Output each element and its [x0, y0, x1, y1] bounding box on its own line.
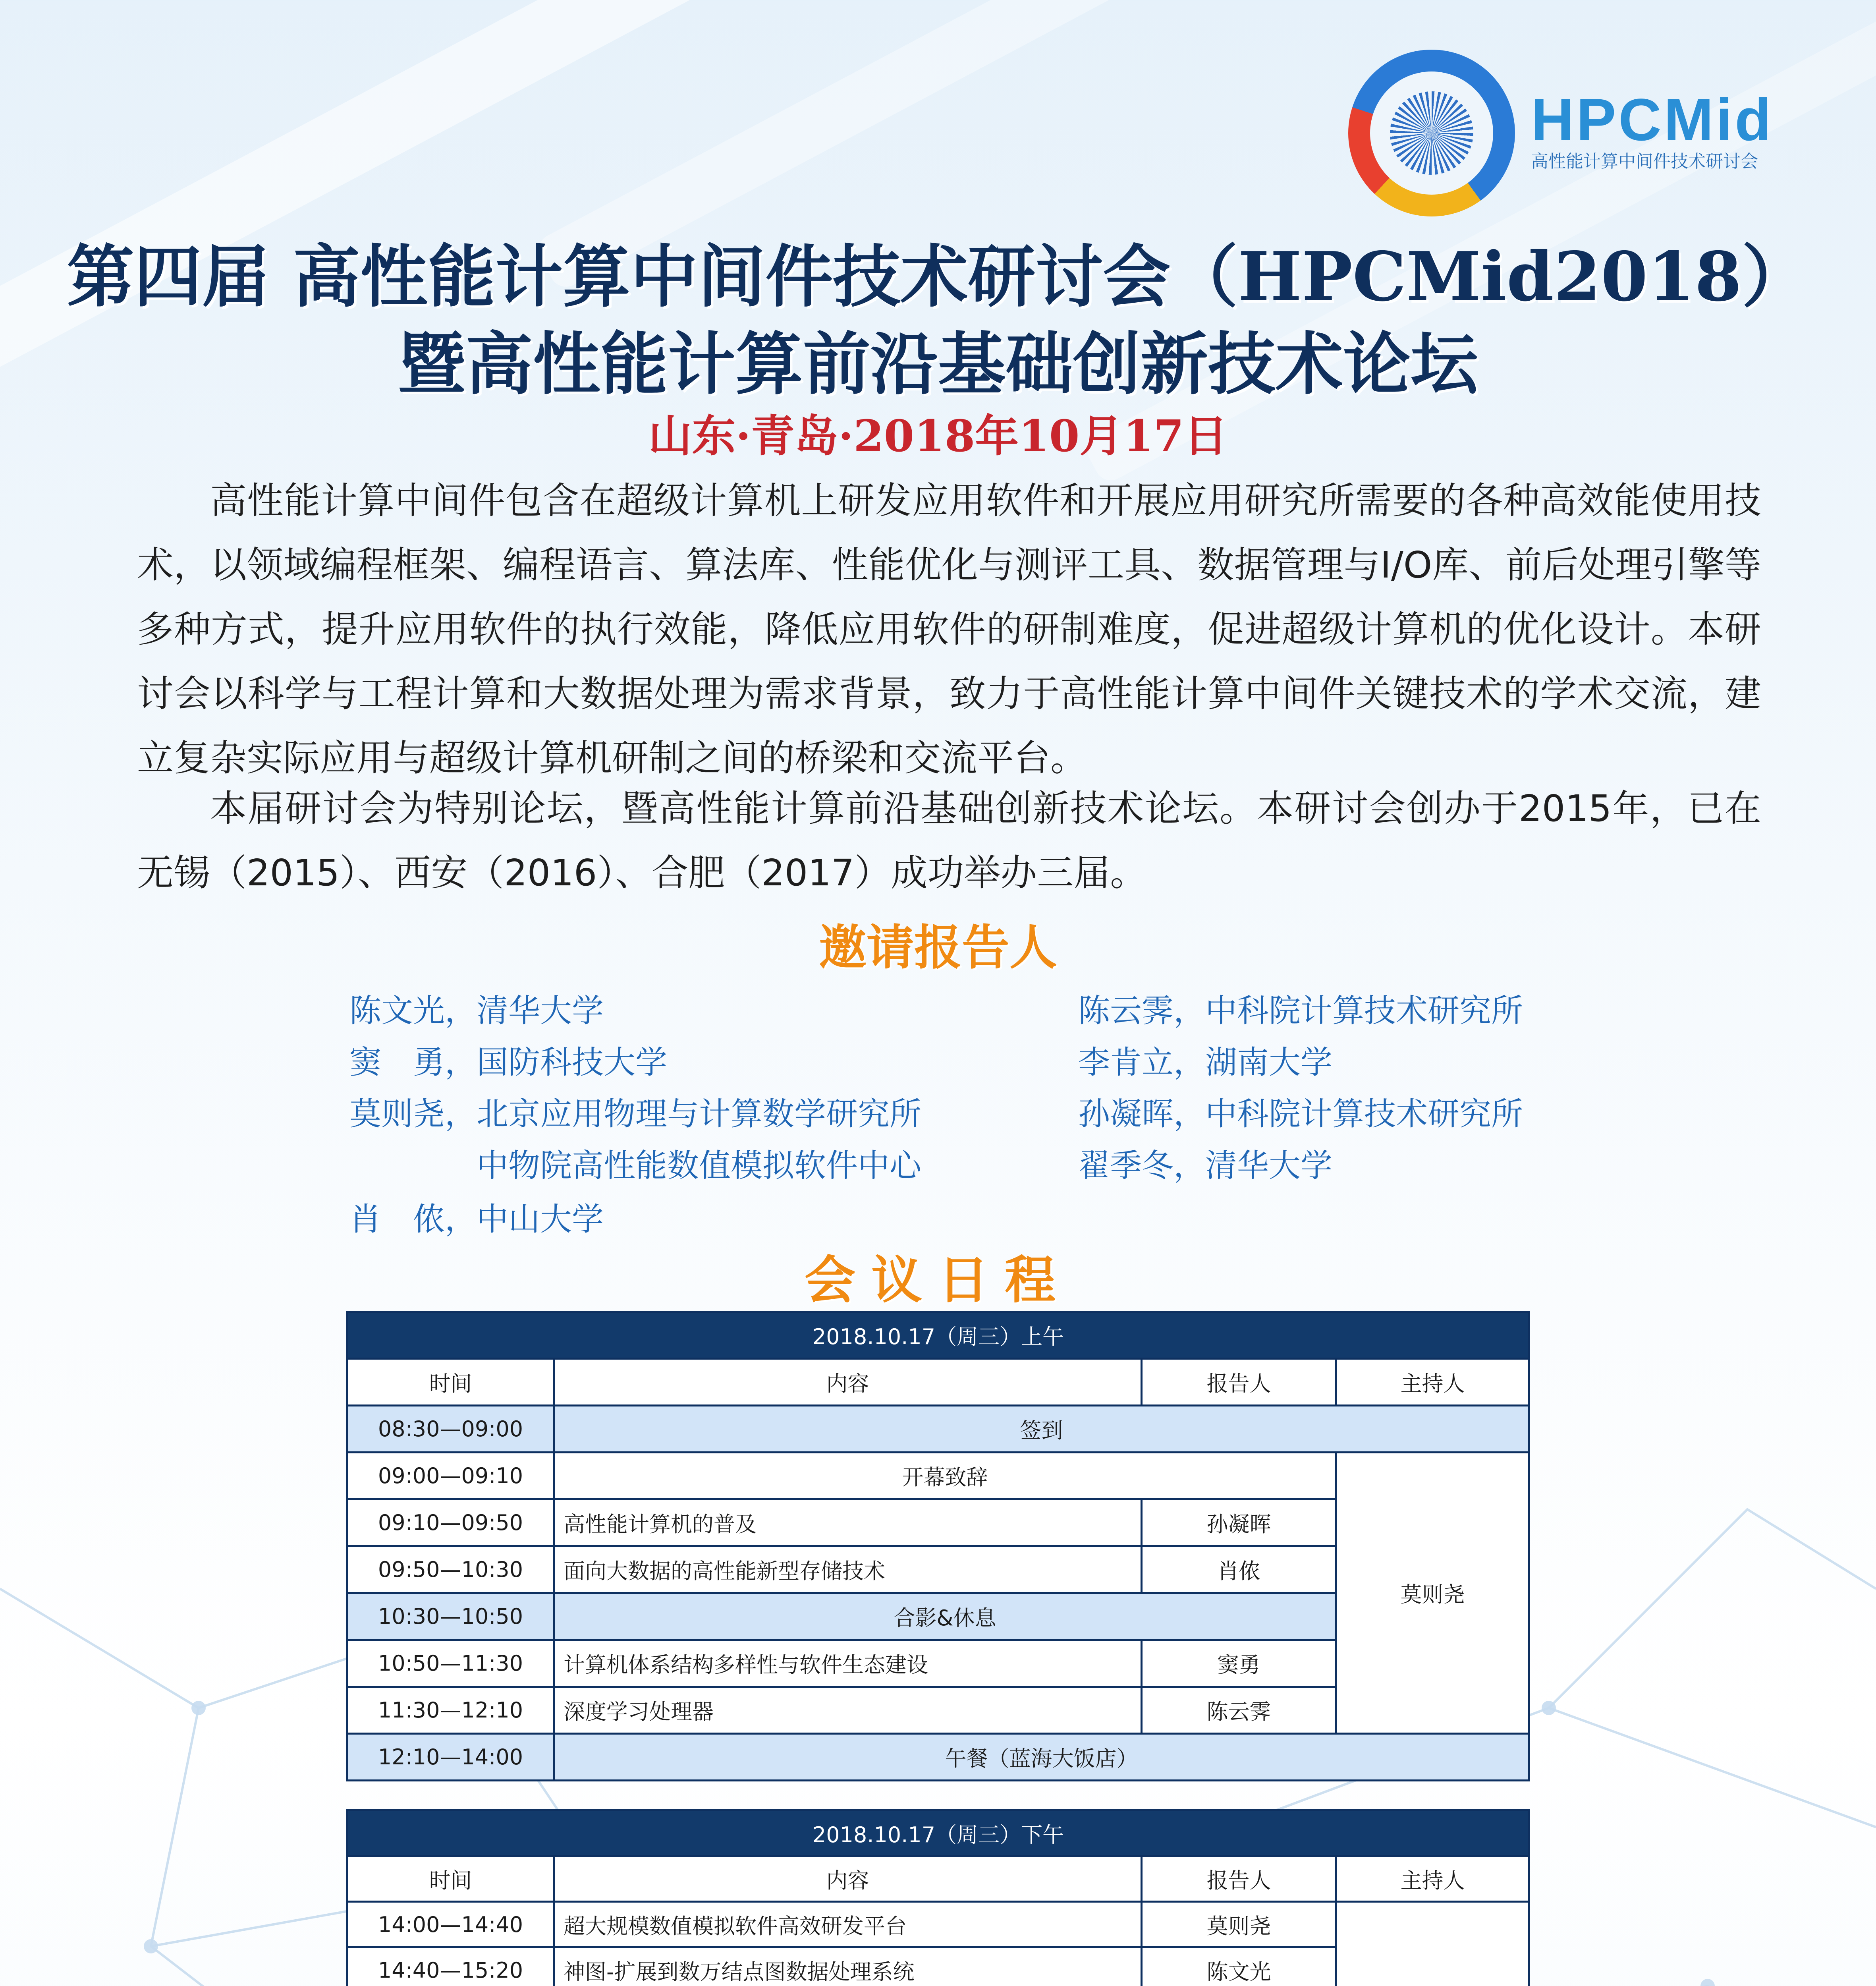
content-cell: 面向大数据的高性能新型存储技术 [554, 1546, 1142, 1593]
speaker-cell: 窦勇 [1142, 1640, 1336, 1687]
time-cell: 14:40—15:20 [347, 1947, 554, 1986]
time-cell: 10:30—10:50 [347, 1593, 554, 1640]
speaker-cell: 莫则尧 [1142, 1902, 1336, 1947]
title-line-1: 第四届 高性能计算中间件技术研讨会（HPCMid2018） [67, 237, 1809, 317]
table-row [347, 1902, 1529, 1947]
content-cell: 计算机体系结构多样性与软件生态建设 [554, 1640, 1142, 1687]
col-speaker: 报告人 [1142, 1359, 1336, 1406]
table-title-row [347, 1312, 1529, 1359]
time-cell: 14:00—14:40 [347, 1902, 554, 1947]
content-cell: 签到 [554, 1406, 1529, 1453]
am-title: 2018.10.17（周三）上午 [347, 1312, 1529, 1359]
date-location: 山东·青岛·2018年10月17日 [648, 410, 1228, 462]
table-row [347, 1734, 1529, 1781]
speaker-item: 翟季冬，清华大学 [1078, 1147, 1332, 1184]
time-cell: 09:10—09:50 [347, 1499, 554, 1546]
time-cell: 09:50—10:30 [347, 1546, 554, 1593]
host-cell [1336, 1902, 1529, 1986]
table-row [347, 1406, 1529, 1453]
time-cell: 12:10—14:00 [347, 1734, 554, 1781]
speaker-item: 肖 侬，中山大学 [349, 1201, 604, 1238]
title-line-2: 暨高性能计算前沿基础创新技术论坛 [398, 325, 1478, 404]
col-speaker: 报告人 [1142, 1856, 1336, 1902]
col-content: 内容 [554, 1856, 1142, 1902]
speaker-item: 陈文光，清华大学 [349, 992, 604, 1029]
col-host: 主持人 [1336, 1856, 1529, 1902]
content-cell: 高性能计算机的普及 [554, 1499, 1142, 1546]
content-cell: 午餐（蓝海大饭店） [554, 1734, 1529, 1781]
col-time: 时间 [347, 1856, 554, 1902]
speaker-cell: 孙凝晖 [1142, 1499, 1336, 1546]
content-cell: 神图-扩展到数万结点图数据处理系统 [554, 1947, 1142, 1986]
logo-subtitle: 高性能计算中间件技术研讨会 [1531, 151, 1758, 172]
intro-paragraph-1: 高性能计算中间件包含在超级计算机上研发应用软件和开展应用研究所需要的各种高效能使用技术，以领域编程框架、编程语言、算法库、性能优化与测评工具、数据管理与I/O库、前后处理引擎等多种方式，提升应用软件的执行效能，降低应用软件的研制难度，促进超级计算机的优化设计。本研讨会以科学与工程计算和大数据处理为需求背景，致力于高性能计算中间件关键技术的学术交流，建立复杂实际应用与超级计算机研制之间的桥梁和交流平台。 [137, 479, 1761, 779]
speaker-item: 陈云霁，中科院计算技术研究所 [1078, 992, 1523, 1029]
speaker-item: 窦 勇，国防科技大学 [349, 1044, 667, 1081]
time-cell: 08:30—09:00 [347, 1406, 554, 1453]
schedule-table-pm [346, 1809, 1530, 1986]
speaker-item: 莫则尧，北京应用物理与计算数学研究所 [349, 1095, 921, 1132]
speakers-heading: 邀请报告人 [819, 920, 1057, 976]
speaker-item: 李肯立，湖南大学 [1078, 1044, 1332, 1081]
speaker-item: 孙凝晖，中科院计算技术研究所 [1078, 1095, 1523, 1132]
host-cell: 莫则尧 [1336, 1453, 1529, 1734]
pm-title: 2018.10.17（周三）下午 [347, 1810, 1529, 1856]
logo-name: HPCMid [1531, 86, 1774, 153]
content-cell: 深度学习处理器 [554, 1687, 1142, 1734]
column-header-row [347, 1359, 1529, 1406]
schedule-table-am [346, 1311, 1530, 1781]
content-cell: 超大规模数值模拟软件高效研发平台 [554, 1902, 1142, 1947]
col-content: 内容 [554, 1359, 1142, 1406]
time-cell: 11:30—12:10 [347, 1687, 554, 1734]
content-cell: 开幕致辞 [554, 1453, 1336, 1499]
schedule-heading: 会议日程 [804, 1251, 1071, 1310]
time-cell: 10:50—11:30 [347, 1640, 554, 1687]
column-header-row [347, 1856, 1529, 1902]
intro-paragraph-2: 本届研讨会为特别论坛，暨高性能计算前沿基础创新技术论坛。本研讨会创办于2015年，已在无锡（2015）、西安（2016）、合肥（2017）成功举办三届。 [137, 787, 1761, 894]
speaker-item: 中物院高性能数值模拟软件中心 [477, 1147, 921, 1184]
speaker-cell: 陈云霁 [1142, 1687, 1336, 1734]
col-time: 时间 [347, 1359, 554, 1406]
speaker-cell: 陈文光 [1142, 1947, 1336, 1986]
col-host: 主持人 [1336, 1359, 1529, 1406]
time-cell: 09:00—09:10 [347, 1453, 554, 1499]
table-row [347, 1453, 1529, 1499]
content-cell: 合影&休息 [554, 1593, 1336, 1640]
speaker-cell: 肖侬 [1142, 1546, 1336, 1593]
hpcmid-logo-emblem [1390, 91, 1473, 175]
table-title-row [347, 1810, 1529, 1856]
